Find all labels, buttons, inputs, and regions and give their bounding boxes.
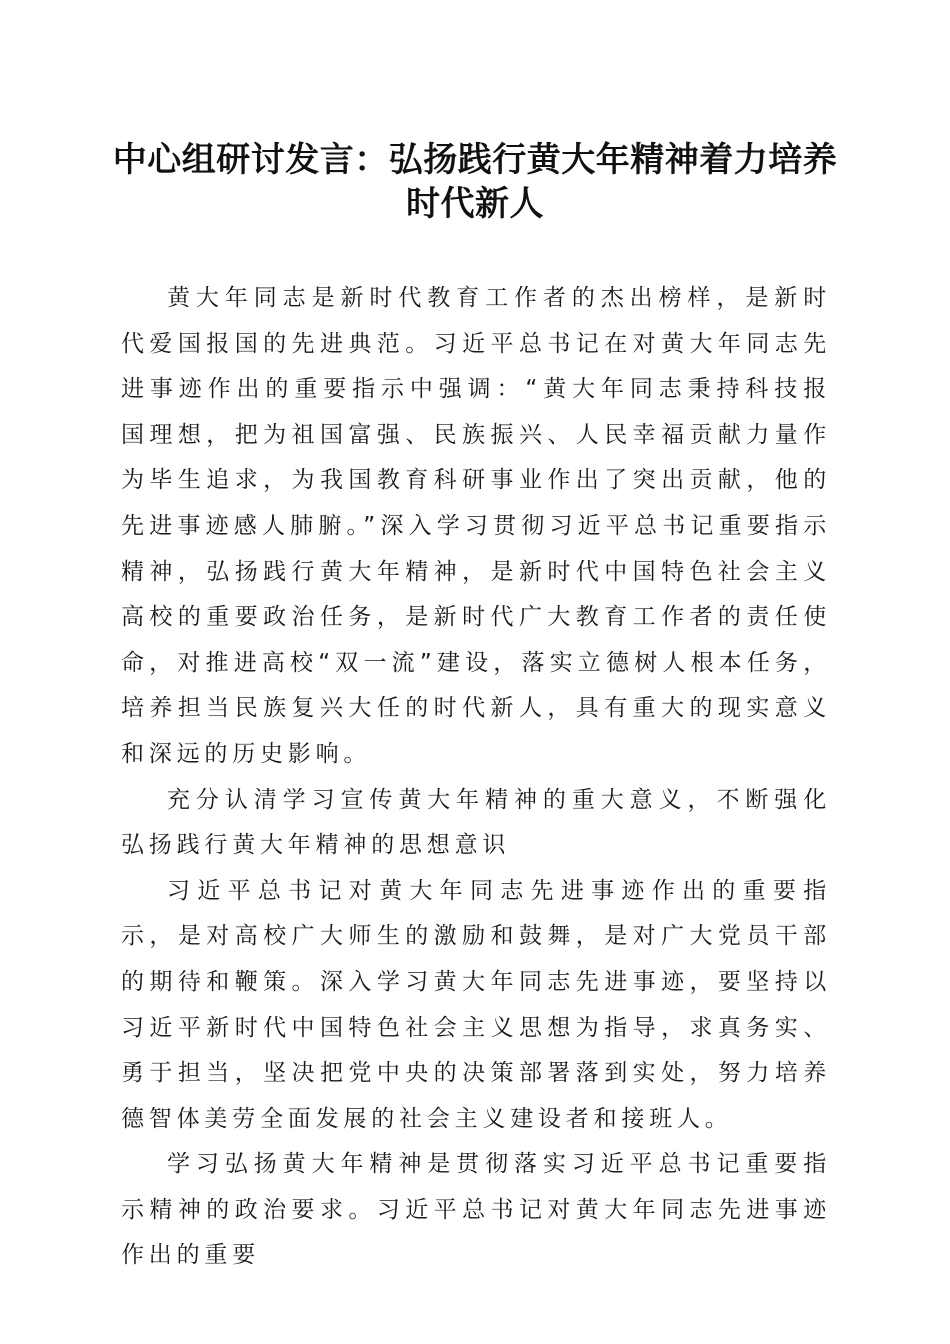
paragraph-instructions: 习近平总书记对黄大年同志先进事迹作出的重要指示，是对高校广大师生的激励和鼓舞，是对广大党员干部的期待和鞭策。深入学习黄大年同志先进事迹，要坚持以习近平新时代中国特色社会主义思想为指导，求真务实、勇于担当，坚决把党中央的决策部署落到实处，努力培养德智体美劳全面发展的社会主义建设者和接班人。 bbox=[121, 877, 831, 1132]
document-title: 中心组研讨发言：弘扬践行黄大年精神着力培养时代新人 bbox=[112, 140, 838, 224]
section-heading: 充分认清学习宣传黄大年精神的重大意义，不断强化弘扬践行黄大年精神的思想意识 bbox=[121, 786, 831, 859]
paragraph-political-requirement: 学习弘扬黄大年精神是贯彻落实习近平总书记重要指示精神的政治要求。习近平总书记对黄大年同志先进事迹作出的重要 bbox=[121, 1151, 831, 1269]
document-body bbox=[121, 276, 831, 1279]
paragraph-intro: 黄大年同志是新时代教育工作者的杰出榜样，是新时代爱国报国的先进典范。习近平总书记在对黄大年同志先进事迹作出的重要指示中强调：“黄大年同志秉持科技报国理想，把为祖国富强、民族振兴、人民幸福贡献力量作为毕生追求，为我国教育科研事业作出了突出贡献，他的先进事迹感人肺腑。”深入学习贯彻习近平总书记重要指示精神，弘扬践行黄大年精神，是新时代中国特色社会主义高校的重要政治任务，是新时代广大教育工作者的责任使命，对推进高校“双一流”建设，落实立德树人根本任务，培养担当民族复兴大任的时代新人，具有重大的现实意义和深远的历史影响。 bbox=[121, 285, 831, 767]
